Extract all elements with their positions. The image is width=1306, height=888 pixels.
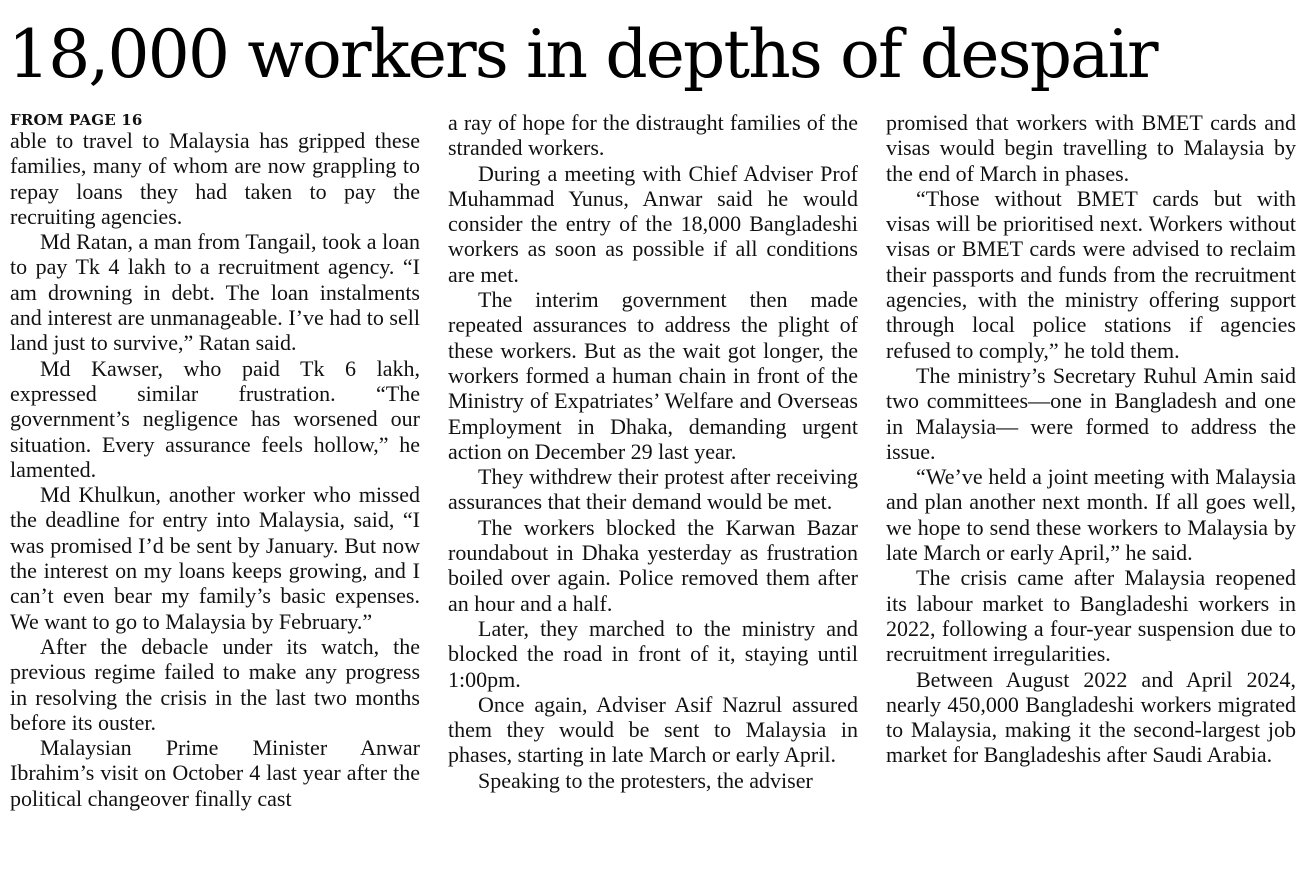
- paragraph: able to travel to Malaysia has gripped these families, many of whom are now grappling to repay loans they had taken to pay the recruiting agencies.: [10, 128, 420, 229]
- paragraph: Md Khulkun, another worker who missed the deadline for entry into Malaysia, said, “I was promised I’d be sent by January. But now the interest on my loans keeps growing, and I can’t even bear my family’s basic expenses. We want to go to Malaysia by February.”: [10, 482, 420, 634]
- paragraph: a ray of hope for the distraught families of the stranded workers.: [448, 110, 858, 161]
- column-1: [10, 110, 420, 875]
- paragraph: Between August 2022 and April 2024, nearly 450,000 Bangladeshi workers migrated to Malaysia, making it the second-largest job market for Bangladeshis after Saudi Arabia.: [886, 666, 1296, 768]
- paragraph: After the debacle under its watch, the previous regime failed to make any progress in resolving the crisis in the last two months before its ouster.: [10, 633, 420, 735]
- paragraph: The workers blocked the Karwan Bazar roundabout in Dhaka yesterday as frustration boiled over again. Police removed them after an hour and a half.: [448, 514, 858, 616]
- paragraph: The crisis came after Malaysia reopened its labour market to Bangladeshi workers in 2022, following a four-year suspension due to recruitment irregularities.: [886, 565, 1296, 667]
- paragraph: Md Ratan, a man from Tangail, took a loan to pay Tk 4 lakh to a recruitment agency. “I am drowning in debt. The loan instalments and interest are unmanageable. I’ve had to sell land just to survive,” Ratan said.: [10, 229, 420, 356]
- paragraph: “We’ve held a joint meeting with Malaysia and plan another next month. If all goes well, we hope to send these workers to Malaysia by late March or early April,” he said.: [886, 464, 1296, 566]
- paragraph: During a meeting with Chief Adviser Prof Muhammad Yunus, Anwar said he would consider the entry of the 18,000 Bangladeshi workers as soon as possible if all conditions are met.: [448, 160, 858, 287]
- paragraph: The interim government then made repeated assurances to address the plight of these workers. But as the wait got longer, the workers formed a human chain in front of the Ministry of Expatriates’ Welfare and Overseas Employment in Dhaka, demanding urgent action on December 29 last year.: [448, 287, 858, 464]
- column-3: [886, 110, 1296, 875]
- jump-label: FROM PAGE 16: [10, 111, 143, 129]
- paragraph: Md Kawser, who paid Tk 6 lakh, expressed similar frustration. “The government’s negligence has worsened our situation. Every assurance feels hollow,” he lamented.: [10, 355, 420, 482]
- paragraph: “Those without BMET cards but with visas will be prioritised next. Workers without visas or BMET cards were advised to reclaim their passports and funds from the recruitment agencies, with the ministry offering support through local police stations if agencies refused to comply,” he told them.: [886, 185, 1296, 363]
- paragraph: Later, they marched to the ministry and blocked the road in front of it, staying until 1:00pm.: [448, 615, 858, 692]
- paragraph: Malaysian Prime Minister Anwar Ibrahim’s visit on October 4 last year after the political changeover finally cast: [10, 735, 420, 811]
- paragraph: Speaking to the protesters, the adviser: [478, 767, 813, 793]
- paragraph: They withdrew their protest after receiving assurances that their demand would be met.: [448, 464, 858, 515]
- headline: 18,000 workers in depths of despair: [8, 16, 1157, 93]
- paragraph: The ministry’s Secretary Ruhul Amin said two committees—one in Bangladesh and one in Malaysia— were formed to address the issue.: [886, 362, 1296, 464]
- column-2: [448, 110, 858, 875]
- paragraph: promised that workers with BMET cards and visas would begin travelling to Malaysia by the end of March in phases.: [886, 110, 1296, 186]
- paragraph: Once again, Adviser Asif Nazrul assured them they would be sent to Malaysia in phases, starting in late March or early April.: [448, 691, 858, 768]
